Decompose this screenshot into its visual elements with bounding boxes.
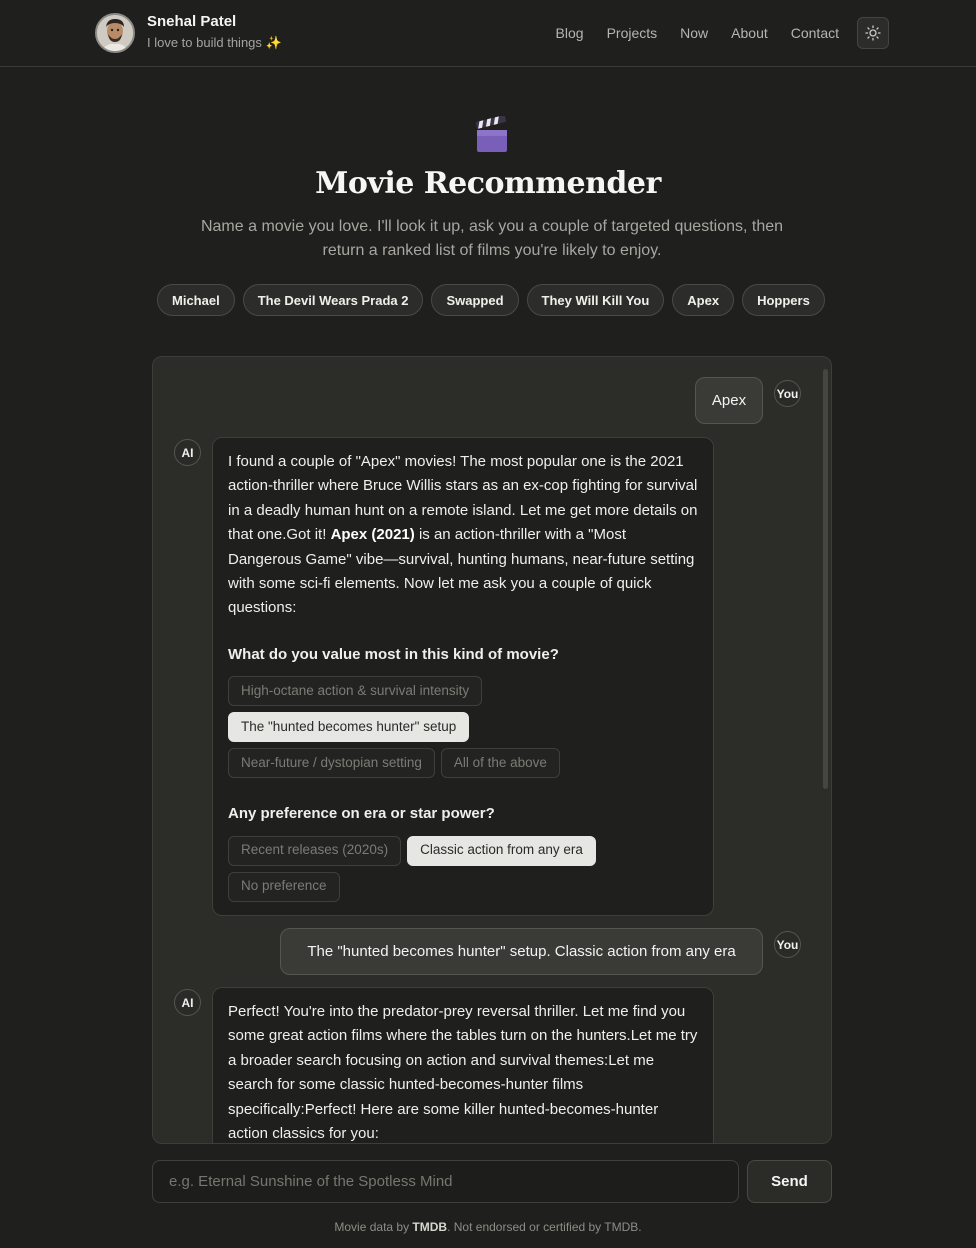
ai-badge: AI	[174, 989, 201, 1016]
option-button[interactable]: Near-future / dystopian setting	[228, 748, 435, 778]
nav-link-now[interactable]: Now	[680, 25, 709, 41]
user-message: The "hunted becomes hunter" setup. Classic action from any era	[280, 928, 763, 975]
suggestion-chip[interactable]: Michael	[157, 284, 235, 316]
suggestion-chip[interactable]: Hoppers	[742, 284, 825, 316]
suggestion-chip[interactable]: Apex	[672, 284, 734, 316]
user-badge: You	[774, 931, 801, 958]
main-nav	[533, 25, 839, 41]
page-subtitle: Name a movie you love. I'll look it up, ask you a couple of targeted questions, then return a ranked list of films you're likely to enjoy.	[200, 218, 784, 259]
ai-message	[212, 987, 714, 1144]
ai-message-text: I found a couple of "Apex" movies! The most popular one is the 2021 action-thriller where Bruce Willis stars as an ex-cop fighting for survival in a deadly human hunt on a remote island. Let me get more details on that one.Got it! Apex (2021) is an action-thriller with a "Most Dangerous Game" vibe—survival, hunting humans, near-future setting with some sci-fi elements. Now let me ask you a couple of quick questions:	[228, 453, 698, 617]
suggestion-chip[interactable]: The Devil Wears Prada 2	[243, 284, 424, 316]
nav-link-projects[interactable]: Projects	[606, 25, 658, 41]
option-button[interactable]: High-octane action & survival intensity	[228, 676, 482, 706]
tmdb-link[interactable]: TMDB	[412, 1220, 448, 1234]
option-button-selected[interactable]: Classic action from any era	[407, 836, 596, 866]
question-heading: What do you value most in this kind of movie?	[228, 645, 559, 663]
option-button[interactable]: Recent releases (2020s)	[228, 836, 401, 866]
chat-panel[interactable]	[152, 356, 832, 1144]
sun-icon	[865, 25, 881, 41]
page-title: Movie Recommender	[315, 166, 661, 201]
ai-badge: AI	[174, 439, 201, 466]
option-button[interactable]: All of the above	[441, 748, 560, 778]
suggestion-chips	[157, 284, 833, 316]
user-message: Apex	[695, 377, 763, 424]
option-button[interactable]: No preference	[228, 872, 340, 902]
question-heading: Any preference on era or star power?	[228, 805, 495, 823]
chat-scrollbar[interactable]	[823, 369, 828, 789]
ai-message	[212, 437, 714, 916]
footer-attribution: Movie data by TMDB. Not endorsed or certified by TMDB.	[334, 1220, 642, 1234]
nav-link-contact[interactable]: Contact	[790, 25, 839, 41]
user-badge: You	[774, 380, 801, 407]
send-button[interactable]: Send	[747, 1160, 832, 1203]
option-group	[228, 836, 698, 908]
avatar-illustration	[97, 15, 133, 51]
clapperboard-icon	[474, 116, 510, 154]
site-tagline: I love to build things ✨	[147, 35, 282, 50]
top-navigation-bar	[0, 0, 976, 67]
nav-link-blog[interactable]: Blog	[555, 25, 584, 41]
ai-message-text: Perfect! You're into the predator-prey reversal thriller. Let me find you some great action films where the tables turn on the hunters.Let me try a broader search focusing on action and survival themes:Let me search for some classic hunted-becomes-hunter films specifically:Perfect! Here are some killer hunted-becomes-hunter action classics for you:	[228, 1003, 698, 1143]
suggestion-chip[interactable]: Swapped	[431, 284, 518, 316]
site-owner-name[interactable]: Snehal Patel	[147, 13, 237, 30]
option-group	[228, 676, 698, 784]
theme-toggle-button[interactable]	[857, 17, 889, 49]
suggestion-chip[interactable]: They Will Kill You	[527, 284, 665, 316]
movie-search-input[interactable]	[152, 1160, 739, 1203]
option-button-selected[interactable]: The "hunted becomes hunter" setup	[228, 712, 469, 742]
nav-link-about[interactable]: About	[731, 25, 768, 41]
avatar[interactable]	[95, 13, 135, 53]
